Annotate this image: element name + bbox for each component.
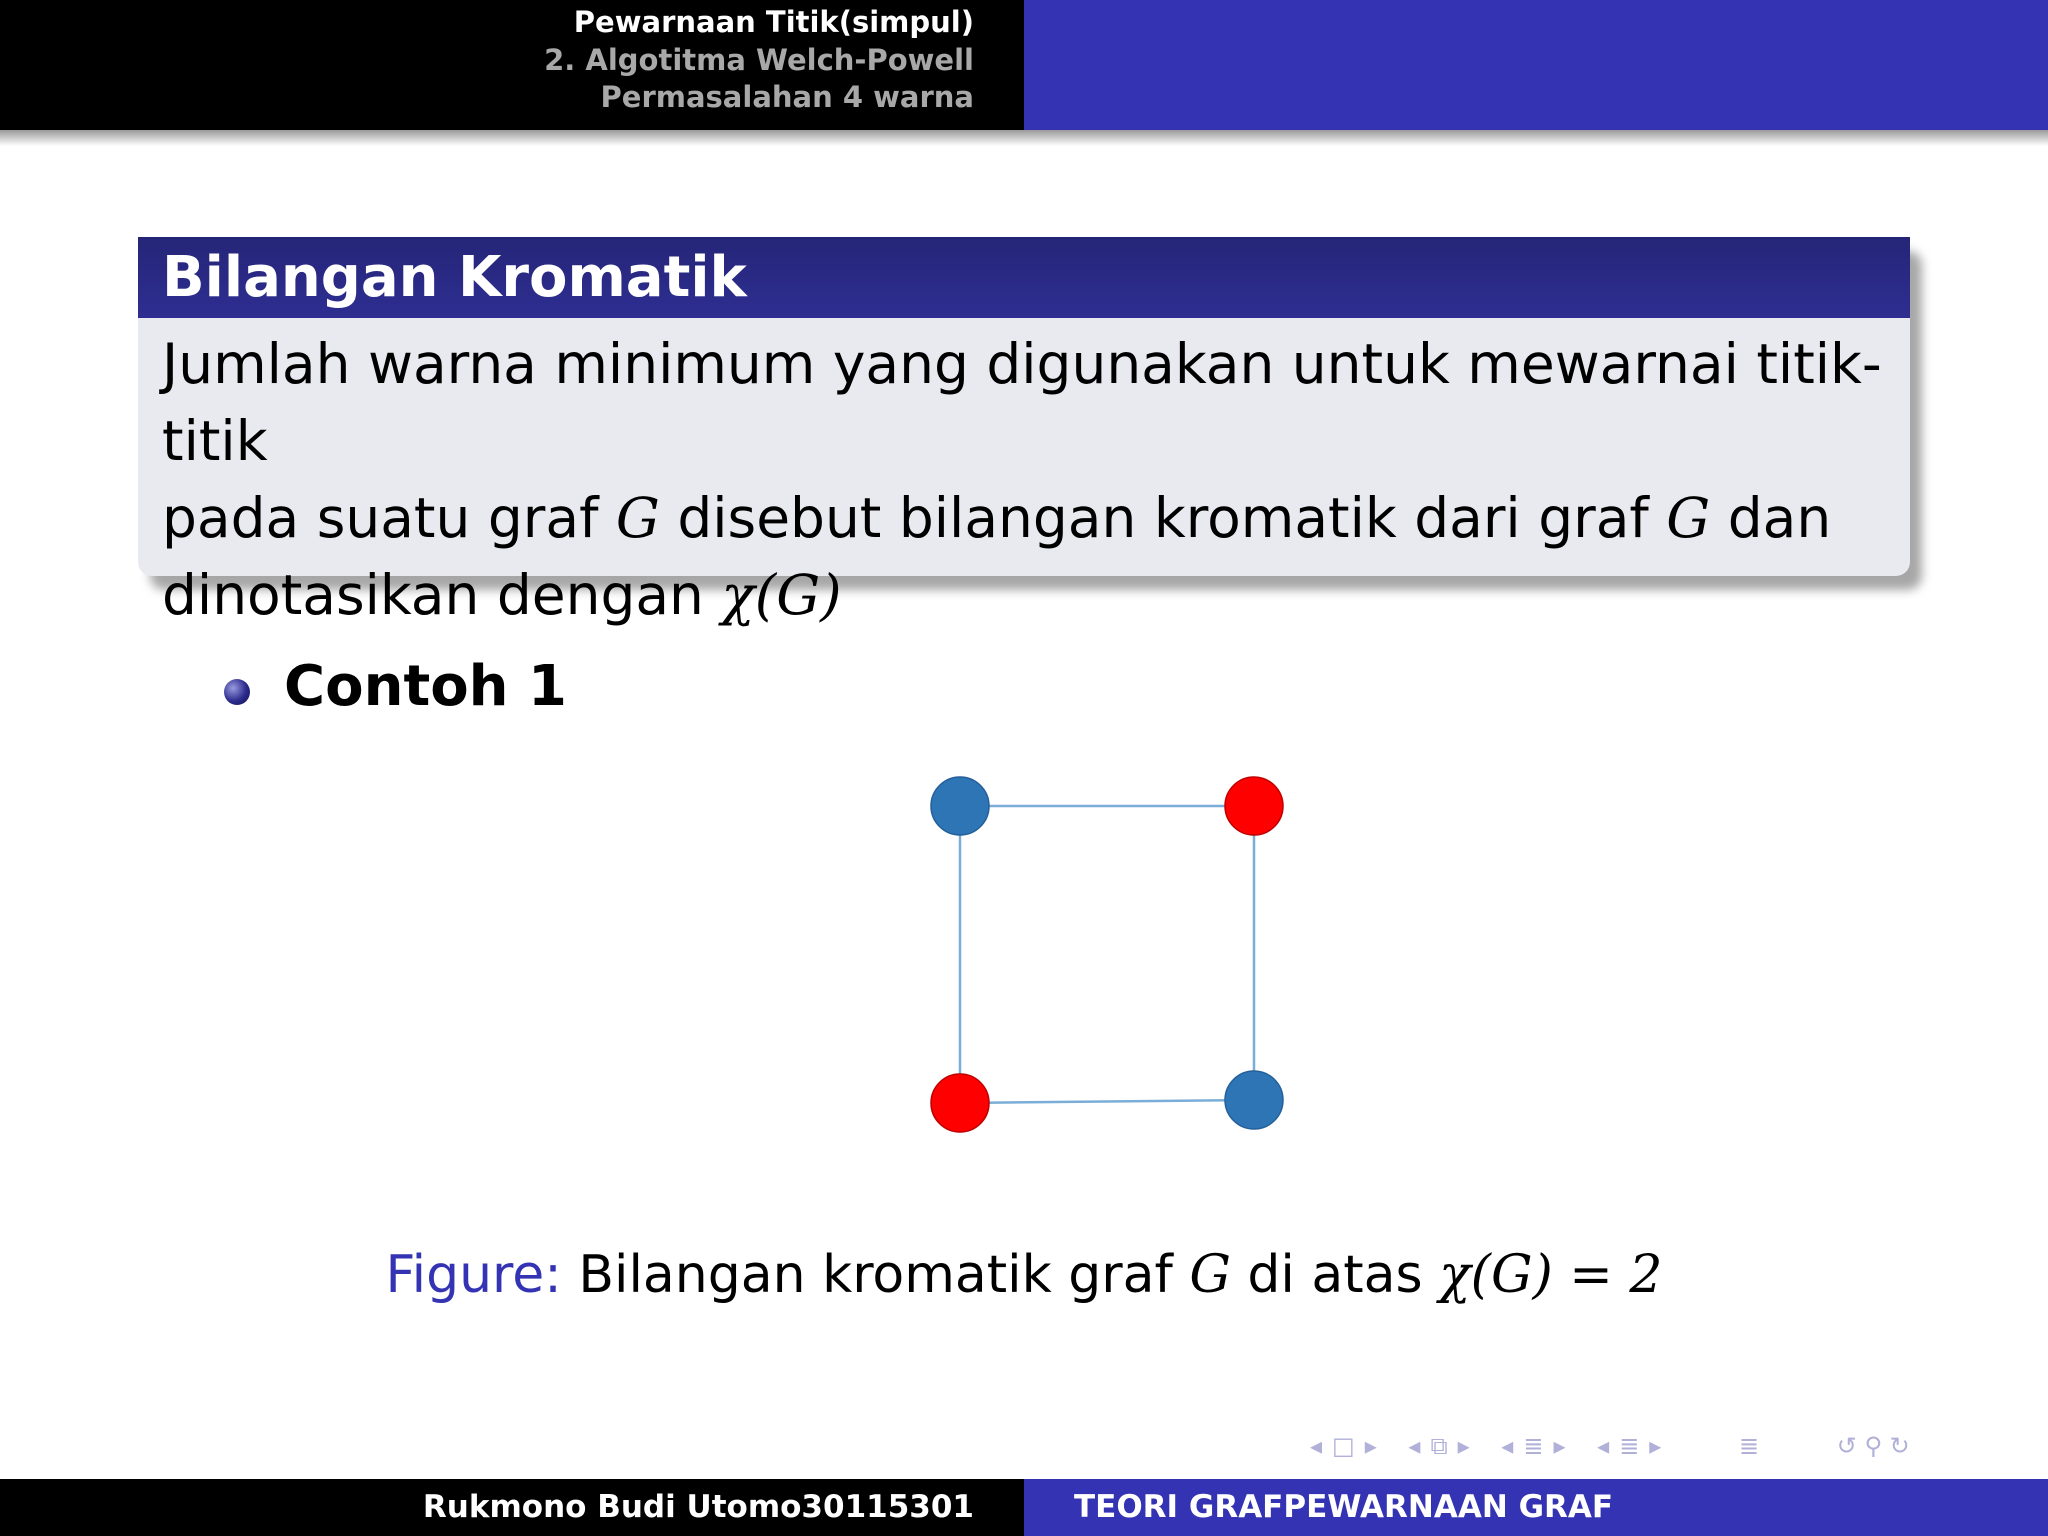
math-chi-g: χ(G): [721, 563, 842, 627]
section-prev-icon[interactable]: ◂: [1501, 1432, 1514, 1460]
body-text: dinotasikan dengan: [162, 563, 722, 627]
figure-caption: [0, 1240, 2048, 1310]
graph-vertex-bottom-left: [931, 1074, 989, 1132]
frame-icon[interactable]: □: [1332, 1432, 1355, 1460]
subsection-prev-icon[interactable]: ◂: [1597, 1432, 1610, 1460]
bullet-heading: Contoh 1: [284, 654, 568, 719]
footer-author: Rukmono Budi Utomo30115301: [422, 1489, 974, 1525]
footer-title: TEORI GRAFPEWARNAAN GRAF: [1074, 1489, 1614, 1525]
header-subsection-link-2[interactable]: Permasalahan 4 warna: [600, 80, 974, 114]
subsection-next-icon[interactable]: ▸: [1649, 1432, 1662, 1460]
math-g: G: [615, 486, 660, 550]
caption-text: Bilangan kromatik graf: [561, 1245, 1190, 1305]
subframe-icon[interactable]: ⧉: [1430, 1432, 1448, 1460]
section-icon[interactable]: ≣: [1523, 1432, 1544, 1460]
caption-math: χ(G) = 2: [1439, 1245, 1663, 1305]
header-subsection-link[interactable]: 2. Algotitma Welch-Powell: [544, 42, 974, 77]
caption-math-g: G: [1189, 1245, 1231, 1305]
body-text: pada suatu graf: [162, 486, 616, 550]
footer-left: [0, 1479, 1024, 1536]
graph-vertex-top-left: [931, 777, 989, 835]
math-g: G: [1666, 486, 1711, 550]
subframe-prev-icon[interactable]: ◂: [1408, 1432, 1421, 1460]
caption-label: Figure:: [385, 1245, 562, 1305]
subsection-icon[interactable]: ≣: [1619, 1432, 1640, 1460]
graph-vertex-top-right: [1225, 777, 1283, 835]
subframe-next-icon[interactable]: ▸: [1457, 1432, 1470, 1460]
frame-prev-icon[interactable]: ◂: [1310, 1432, 1323, 1460]
frame-next-icon[interactable]: ▸: [1364, 1432, 1377, 1460]
section-next-icon[interactable]: ▸: [1553, 1432, 1566, 1460]
caption-text-2: di atas: [1230, 1245, 1440, 1305]
graph-edge-bottom-left-bottom-right: [960, 1100, 1254, 1103]
footer-right: [1024, 1479, 2048, 1536]
body-text: disebut bilangan kromatik dari graf: [659, 486, 1667, 550]
header-section-link[interactable]: Pewarnaan Titik(simpul): [573, 5, 974, 39]
search-icon[interactable]: ↺ ⚲ ↻: [1836, 1432, 1910, 1460]
graph-vertex-bottom-right: [1225, 1071, 1283, 1129]
block-body-line-1: Jumlah warna minimum yang digunakan untuk mewarnai titik-titik: [162, 332, 1882, 473]
align-icon[interactable]: ≣: [1738, 1432, 1760, 1460]
navigation-symbols: [1310, 1432, 2030, 1468]
body-text: dan: [1710, 486, 1832, 550]
block-title: Bilangan Kromatik: [138, 237, 1910, 318]
